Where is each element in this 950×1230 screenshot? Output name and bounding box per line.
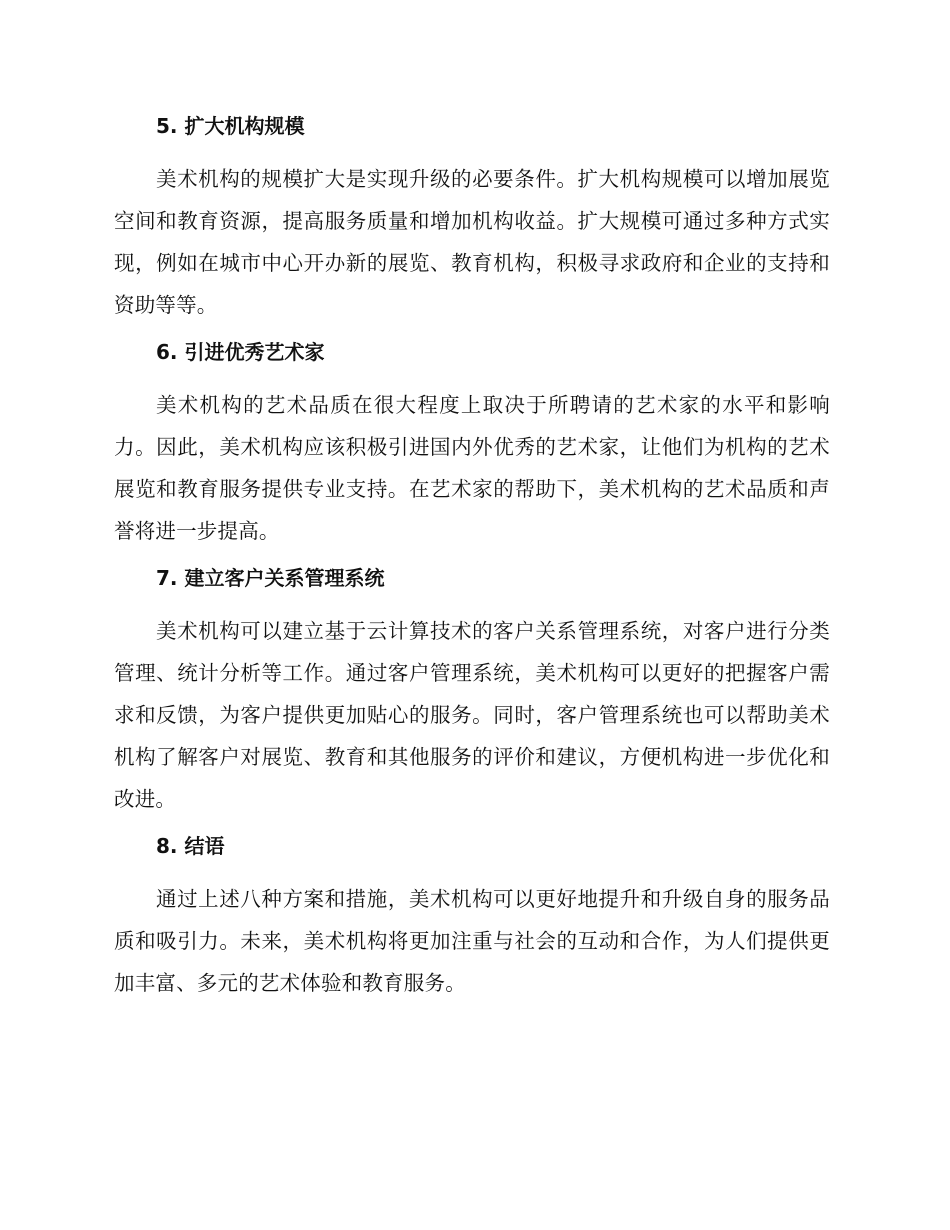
section-crm-system (114, 562, 830, 820)
section-paragraph: 美术机构可以建立基于云计算技术的客户关系管理系统，对客户进行分类管理、统计分析等工作。通过客户管理系统，美术机构可以更好的把握客户需求和反馈，为客户提供更加贴心的服务。同时，客户管理系统也可以帮助美术机构了解客户对展览、教育和其他服务的评价和建议，方便机构进一步优化和改进。 (114, 619, 830, 811)
document-page (114, 110, 830, 1014)
section-heading: 6. 引进优秀艺术家 (156, 340, 325, 364)
section-introduce-artists (114, 336, 830, 552)
section-heading: 8. 结语 (156, 834, 225, 858)
section-expand-scale (114, 110, 830, 326)
section-conclusion (114, 830, 830, 1004)
section-paragraph: 美术机构的艺术品质在很大程度上取决于所聘请的艺术家的水平和影响力。因此，美术机构应该积极引进国内外优秀的艺术家，让他们为机构的艺术展览和教育服务提供专业支持。在艺术家的帮助下，美术机构的艺术品质和声誉将进一步提高。 (114, 393, 830, 543)
section-heading: 5. 扩大机构规模 (156, 114, 305, 138)
section-paragraph: 通过上述八种方案和措施，美术机构可以更好地提升和升级自身的服务品质和吸引力。未来，美术机构将更加注重与社会的互动和合作，为人们提供更加丰富、多元的艺术体验和教育服务。 (114, 887, 830, 995)
section-paragraph: 美术机构的规模扩大是实现升级的必要条件。扩大机构规模可以增加展览空间和教育资源，提高服务质量和增加机构收益。扩大规模可通过多种方式实现，例如在城市中心开办新的展览、教育机构，积极寻求政府和企业的支持和资助等等。 (114, 167, 830, 317)
section-heading: 7. 建立客户关系管理系统 (156, 566, 385, 590)
